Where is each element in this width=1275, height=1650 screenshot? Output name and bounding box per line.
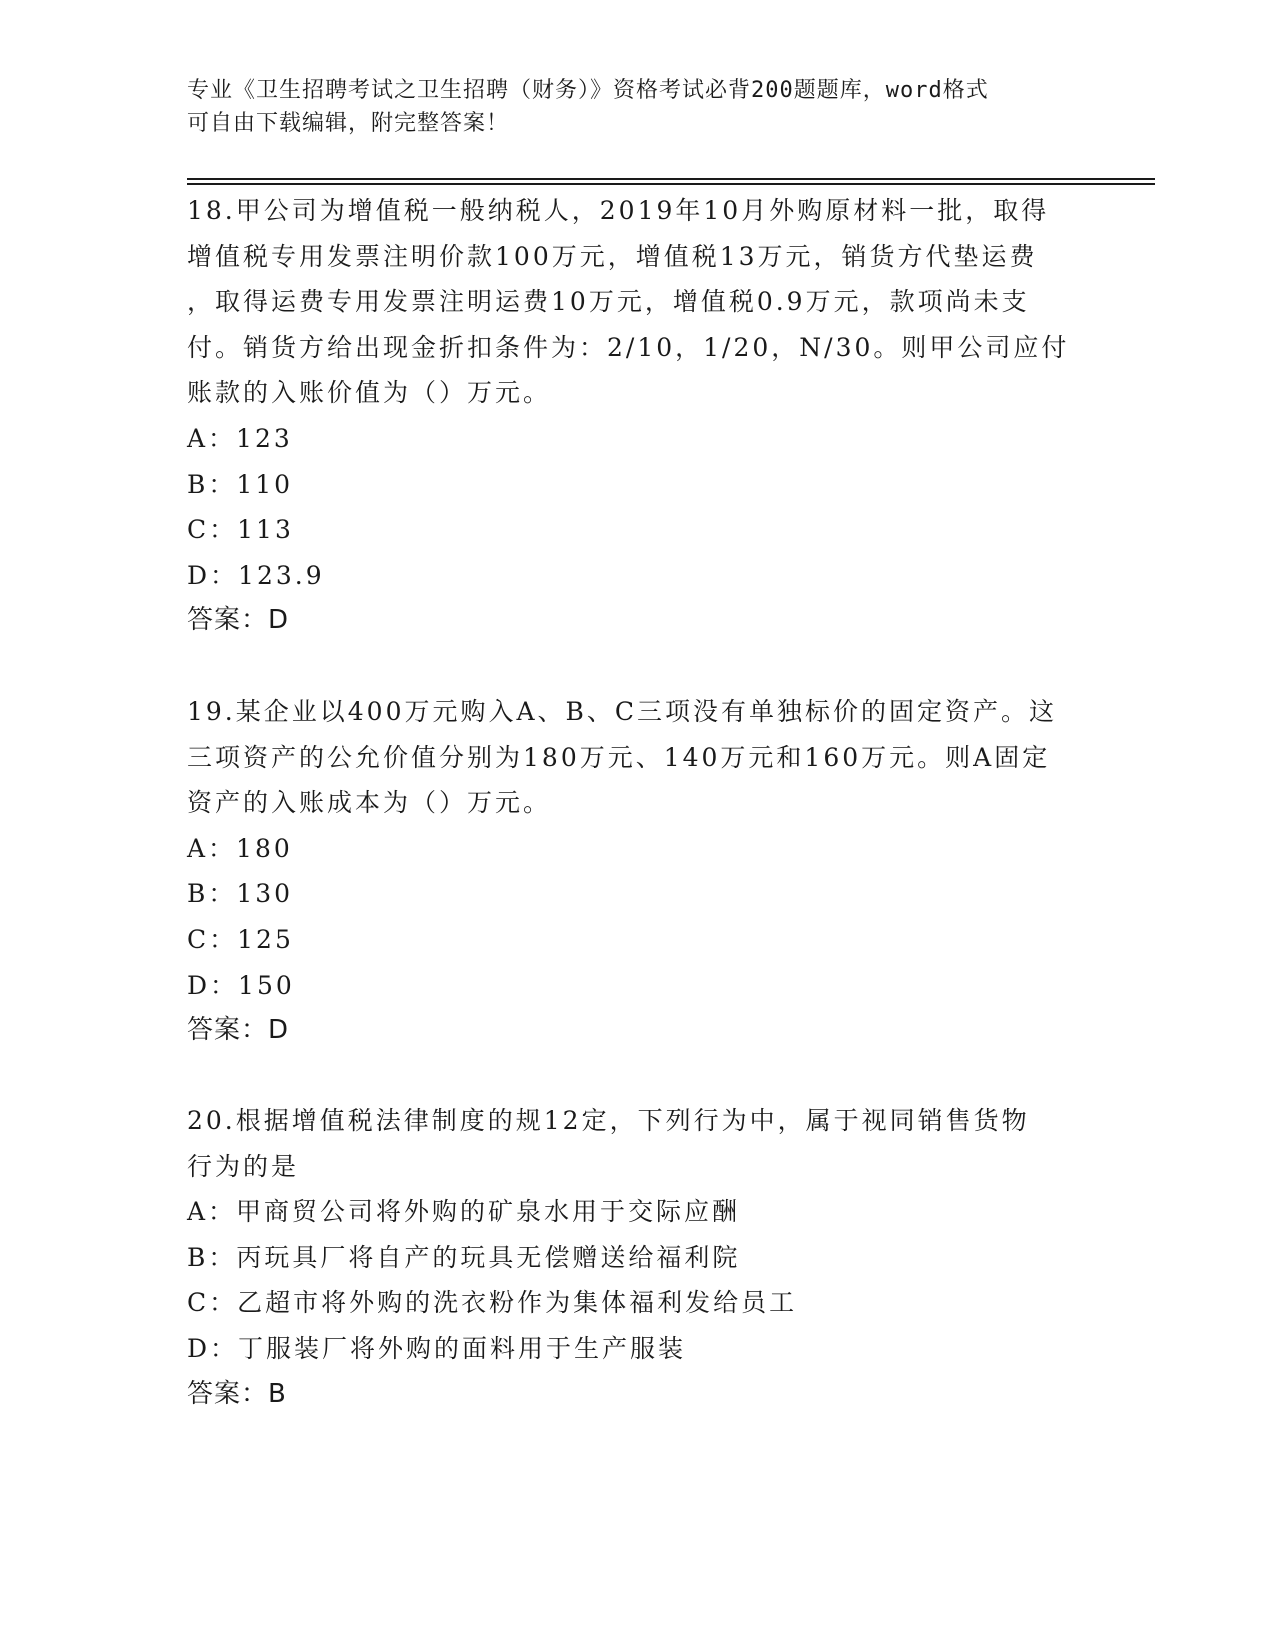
question-stem-line: 增值税专用发票注明价款100万元，增值税13万元，销货方代垫运费 [187,241,1038,271]
option-c: C：113 [187,515,294,545]
option-d: D：丁服装厂将外购的面料用于生产服装 [187,1333,687,1363]
question-stem-line: 行为的是 [187,1151,300,1181]
header-line-1: 专业《卫生招聘考试之卫生招聘（财务）》资格考试必背200题题库，word格式 [187,78,989,103]
option-c: C：125 [187,924,294,954]
question-stem-line: ，取得运费专用发票注明运费10万元，增值税0.9万元，款项尚未支 [187,287,1030,317]
option-b: B：110 [187,469,294,499]
option-b: B：丙玩具厂将自产的玩具无偿赠送给福利院 [187,1242,741,1272]
header-divider-bottom [187,183,1155,185]
question-stem-line: 资产的入账成本为（）万元。 [187,788,552,818]
question-stem-line: 付。销货方给出现金折扣条件为：2/10，1/20，N/30。则甲公司应付 [187,332,1070,362]
option-a: A：123 [187,423,293,453]
option-a: A：甲商贸公司将外购的矿泉水用于交际应酬 [187,1197,741,1227]
question-18 [187,188,1087,644]
document-header [187,74,1087,140]
option-d: D：150 [187,970,295,1000]
answer-line: 答案：B [187,1378,287,1409]
question-stem-line: 账款的入账价值为（）万元。 [187,378,552,408]
option-b: B：130 [187,879,294,909]
header-line-2: 可自由下载编辑，附完整答案！ [187,111,510,136]
question-19 [187,689,1087,1054]
answer-line: 答案：D [187,605,290,636]
option-a: A：180 [187,833,293,863]
question-stem-line: 三项资产的公允价值分别为180万元、140万元和160万元。则A固定 [187,742,1051,772]
option-d: D：123.9 [187,560,325,590]
question-stem-line: 20.根据增值税法律制度的规12定，下列行为中，属于视同销售货物 [187,1106,1030,1135]
question-20 [187,1098,1087,1417]
question-stem-line: 18.甲公司为增值税一般纳税人，2019年10月外购原材料一批，取得 [187,196,1050,225]
header-divider-top [187,178,1155,180]
option-c: C：乙超市将外购的洗衣粉作为集体福利发给员工 [187,1288,798,1318]
answer-line: 答案：D [187,1015,290,1046]
question-stem-line: 19.某企业以400万元购入A、B、C三项没有单独标价的固定资产。这 [187,697,1058,726]
